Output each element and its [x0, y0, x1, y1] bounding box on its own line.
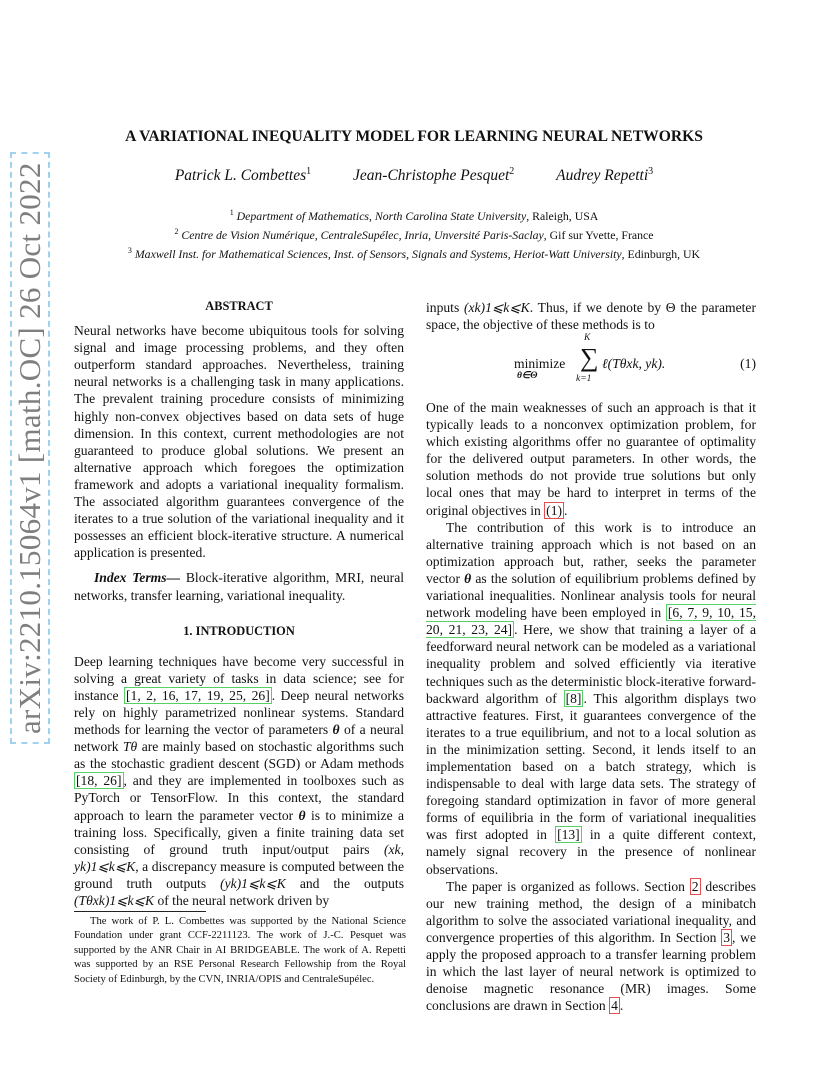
- math-t-theta: Tθ: [123, 739, 138, 755]
- sum-symbol-icon: ∑: [580, 343, 599, 372]
- section-ref-link[interactable]: 3: [723, 929, 731, 945]
- abstract-text: Neural networks have become ubiquitous tools for solving signal and image processing problems, and they often outperform standard approaches. Nevertheless, training neural networks is a challenging task in many applications. The prevalent training procedure consists of minimizing highly non-convex objectives based on data sets of huge dimension. In this context, current methodologies are not guaranteed to produce global solutions. We present an alternative approach which foregoes the optimization framework and adopts a variational inequality formalism. The associated algorithm guarantees convergence of the iterates to a true solution of the variational inequality and it possesses an efficient block-iterative structure. A numerical application is presented.: [74, 323, 404, 561]
- citation-link[interactable]: [18, 26]: [76, 773, 122, 789]
- eq-body: ℓ(Tθxk, yk).: [602, 356, 666, 371]
- math-outputs: (yk)1⩽k⩽K: [220, 875, 286, 891]
- right-paragraph-2: The contribution of this work is to introduce an alternative training approach which is not based on an optimization approach but, rather, seeks the parameter vector θ as the solution of equilibrium problems defined by variational inequalities. Nonlinear analysis tools for neural network modeling have been employed in [6, 7, 9, 10, 15, 20, 21, 23, 24] . Here, we show that training a layer of a feedforward neural network can be modeled as a variational inequality problem and solved efficiently via iterative techniques such as the deterministic block-iterative forward-backward algorithm of [8] . This algorithm displays two attractive features. First, it guarantees convergence of the iterates to a true equilibrium, and not to a local solution as in the minimization setting. Second, it lends itself to an implementation based on a batch strategy, which is indispensable to deal with large data sets. The strategy of foregoing standard optimization in favor of more general forms of equilibria in the form of variational inequalities was first adopted in [13] in a quite different context, namely signal recovery in the presence of nonlinear observations.: [426, 519, 757, 877]
- section-ref-link[interactable]: 4: [611, 998, 618, 1014]
- eq-domain: θ∈Θ: [517, 371, 538, 381]
- affiliation-1: $^1$ Department of Mathematics, North Carolina State University, Raleigh, USA: [229, 208, 599, 223]
- funding-footnote: The work of P. L. Combettes was supported by the National Science Foundation under grant CCF-2211123. The work of J.-C. Pesquet was supported by the ANR Chair in AI BRIDGEABLE. The work of A. Repetti was supported by an RSE Personal Research Fellowship from the Royal Society of Edinburgh, by the CVN, INRIA/OPIS and CentraleSupélec.: [74, 916, 406, 985]
- math-theta: θ: [464, 570, 472, 586]
- math-theta: θ: [298, 807, 306, 823]
- eq-minimize: minimize: [514, 356, 566, 371]
- math-inputs: (xk)1⩽k⩽K: [463, 300, 530, 315]
- right-paragraph-3: The paper is organized as follows. Section 2 describes our new training method, the design of a minibatch algorithm to solve the associated variational inequality, and convergence properties of this algorithm. In Section 3 , we apply the proposed approach to a transfer learning problem in which the last layer of neural network is optimized to denoise magnetic resonance (MR) images. Some conclusions are drawn in Section 4 .: [426, 878, 756, 1014]
- math-model-outputs: (Tθxk)1⩽k⩽K: [74, 893, 155, 908]
- author-2: Jean-Christophe Pesquet$^2$: [353, 166, 515, 185]
- citation-link[interactable]: [8]: [565, 690, 582, 706]
- author-3: Audrey Repetti$^3$: [556, 166, 654, 185]
- citation-link[interactable]: [13]: [557, 827, 580, 843]
- introduction-heading: 1. INTRODUCTION: [183, 623, 295, 638]
- arxiv-stamp: [0, 162, 60, 754]
- right-column-body: [426, 399, 756, 1014]
- affiliation-2: $^2$ Centre de Vision Numérique, CentraleSupélec, Inria, Unversité Paris-Saclay, Gif sur Yvette, France: [174, 227, 654, 242]
- right-paragraph-0: inputs (xk)1⩽k⩽K. Thus, if we denote by Θ the parameter space, the objective of these methods is to: [426, 300, 756, 333]
- intro-paragraph-1: Deep learning techniques have become very successful in solving a great variety of tasks in data science; see for instance [1, 2, 16, 17, 19, 25, 26] . Deep neural networks rely on highly parametrized nonlinear systems. Standard methods for learning the vector of parameters θ of a neural network Tθ are mainly based on stochastic algorithms such as the stochastic gradient descent (SGD) or Adam methods [18, 26] , and they are implemented in toolboxes such as PyTorch or TensorFlow. In this context, the standard approach to learn the parameter vector θ is to minimize a training loss. Specifically, given a finite training data set consisting of ground truth input/output pairs (xk, yk)1⩽k⩽K, a discrepancy measure is computed between the ground truth outputs (yk)1⩽k⩽K and the outputs (Tθxk)1⩽k⩽K of the neural network driven by: [74, 653, 404, 908]
- arxiv-identifier[interactable]: arXiv:2210.15064v1 [math.OC] 26 Oct 2022: [10, 152, 50, 744]
- author-1: Patrick L. Combettes$^1$: [174, 166, 312, 185]
- right-paragraph-1: One of the main weaknesses of such an approach is that it typically leads to a nonconvex optimization problem, for which existing algorithms offer no guarantee of optimality for the delivered output parameters. In other words, the solution methods do not provide true solutions but only local ones that may be hard to interpret in terms of the original objectives in (1) .: [426, 400, 756, 518]
- paper-title: A VARIATIONAL INEQUALITY MODEL FOR LEARNING NEURAL NETWORKS: [125, 128, 703, 145]
- citation-link[interactable]: [6, 7, 9, 10, 15, 20, 21, 23, 24]: [426, 605, 756, 638]
- author-list: [0, 166, 828, 185]
- left-column: [74, 298, 404, 909]
- equation-ref-link[interactable]: (1): [546, 502, 563, 518]
- equation-1: [426, 333, 758, 390]
- index-terms-label: Index Terms—: [94, 570, 181, 586]
- eq-sum-upper: K: [584, 333, 591, 343]
- eq-number: (1): [740, 356, 756, 371]
- abstract-heading: ABSTRACT: [205, 299, 273, 313]
- math-theta: θ: [332, 722, 340, 738]
- index-terms: Index Terms— Block-iterative algorithm, MRI, neural networks, transfer learning, variational inequality.: [74, 570, 405, 603]
- footnote-rule: [74, 911, 206, 912]
- math-pairs: (xk, yk)1⩽k⩽K: [74, 841, 404, 874]
- eq-sum-lower: k=1: [576, 374, 592, 384]
- right-column-top: [426, 299, 756, 333]
- section-ref-link[interactable]: 2: [691, 878, 699, 894]
- citation-link[interactable]: [1, 2, 16, 17, 19, 25, 26]: [126, 687, 270, 703]
- affiliation-3: $^3$ Maxwell Inst. for Mathematical Sciences, Inst. of Sensors, Signals and Systems, Heriot-Watt University, Edinburgh, UK: [127, 246, 701, 261]
